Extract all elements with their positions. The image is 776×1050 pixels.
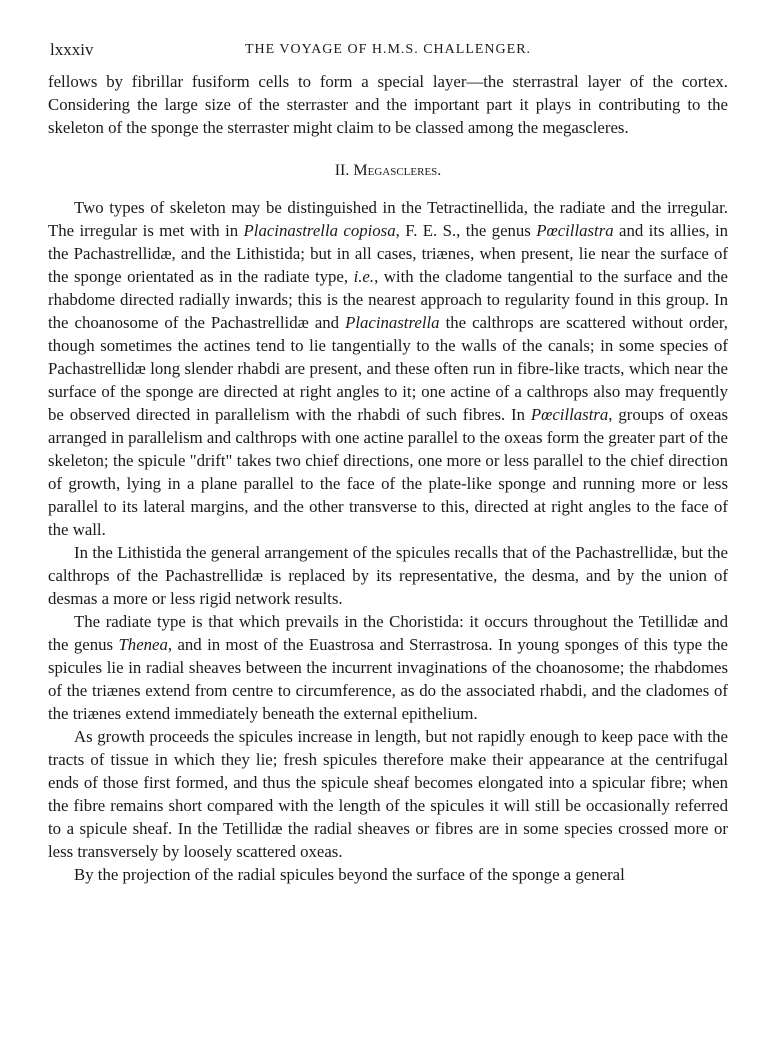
- running-title: THE VOYAGE OF H.M.S. CHALLENGER.: [244, 42, 532, 57]
- page-header: [48, 40, 728, 70]
- abbreviation: i.e.: [353, 267, 375, 286]
- page: [48, 40, 728, 886]
- paragraph-projection: By the projection of the radial spicules beyond the surface of the sponge a general: [74, 865, 625, 884]
- paragraph-growth: As growth proceeds the spicules increase in length, but not rapidly enough to keep pace with the tracts of tissue in which they lie; fresh spicules therefore make their appearance at the centrifugal ends of those first formed, and thus the spicule sheaf becomes elongated into a spicular fibre; when the fibre remains short compared with the length of the spicules it will still be occasionally referred to a spicule sheaf. In the Tetillidæ the radial sheaves or fibres are in some species crossed more or less transversely by loosely scattered oxeas.: [48, 727, 728, 861]
- continuation-paragraph: fellows by fibrillar fusiform cells to form a special layer—the sterrastral layer of the cortex. Considering the large size of the sterraster and the important part it plays in contributing to the skeleton of the sponge the sterraster might claim to be classed among the megascleres.: [48, 72, 728, 137]
- paragraph-skeleton-types: Two types of skeleton may be distinguished in the Tetractinellida, the radiate and the irregular. The irregular is met with in Placinastrella copiosa, F. E. S., the genus Pœcillastra and its allies, in the Pachastrellidæ, and the Lithistida; but in all cases, triænes, when present, lie near the surface of the sponge orientated as in the radiate type, i.e., with the cladome tangential to the surface and the rhabdome directed radially inwards; this is the nearest approach to regularity found in this group. In the choanosome of the Pachastrellidæ and Placinastrella the calthrops are scattered without order, though sometimes the actines tend to lie tangentially to the walls of the canals; in some species of Pachastrellidæ long slender rhabdi are present, and these often run in fibre-like tracts, which near the surface of the sponge are directed at right angles to it; one actine of a calthrops also may frequently be observed directed in parallelism with the rhabdi of such fibres. In Pœcillastra, groups of oxeas arranged in parallelism and calthrops with one actine parallel to the oxeas form the greater part of the skeleton; the spicule "drift" takes two chief directions, one more or less parallel to the chief direction of growth, lying in a plane parallel to the face of the plate-like sponge and running more or less parallel to its lateral margins, and the other transverse to this, directed at right angles to the face of the wall.: [48, 198, 729, 539]
- section-heading: [48, 159, 728, 182]
- genus-name: Placinastrella: [345, 313, 440, 332]
- genus-name: Pœcillastra: [530, 405, 609, 424]
- genus-name: Thenea: [118, 635, 168, 654]
- genus-name: Placinastrella copiosa: [243, 221, 396, 240]
- paragraph-radiate-type: The radiate type is that which prevails in the Choristida: it occurs throughout the Tetillidæ and the genus Thenea, and in most of the Euastrosa and Sterrastrosa. In young sponges of this type the spicules lie in radial sheaves between the incurrent invaginations of the choanosome; the rhabdomes of the triænes extend from centre to circumference, as do the associated rhabdi, and the cladomes of the triænes extend immediately beneath the external epithelium.: [48, 612, 729, 723]
- section-number: II.: [334, 162, 350, 179]
- genus-name: Pœcillastra: [536, 221, 614, 240]
- section-title: Megascleres.: [353, 162, 442, 179]
- page-number: lxxxiv: [50, 40, 94, 59]
- paragraph-lithistida: In the Lithistida the general arrangement of the spicules recalls that of the Pachastrellidæ, but the calthrops of the Pachastrellidæ is replaced by its representative, the desma, and by the union of desmas a more or less rigid network results.: [48, 543, 728, 608]
